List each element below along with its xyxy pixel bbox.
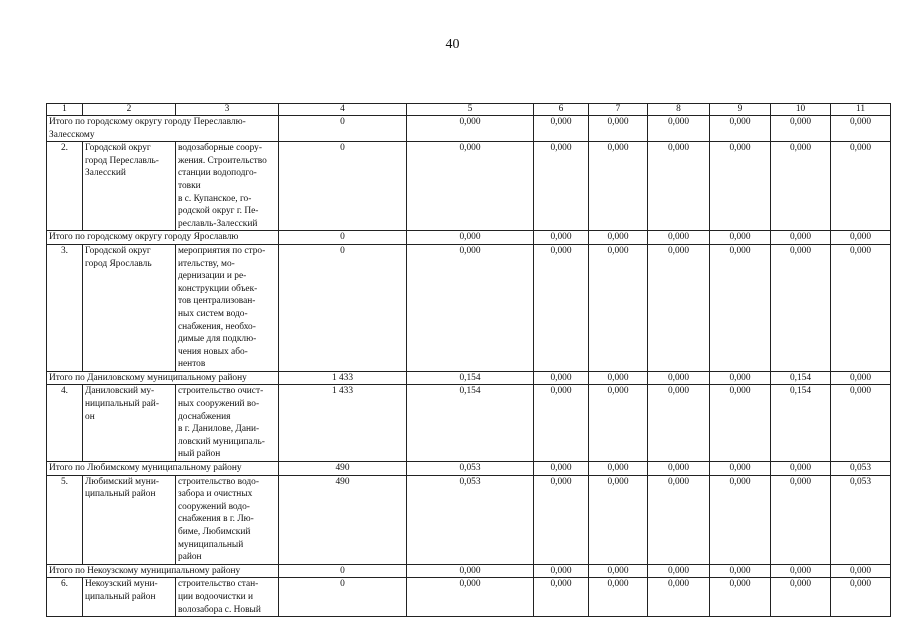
table-row: [47, 244, 891, 371]
total-row: [47, 564, 891, 578]
value-cell-main: 0: [279, 578, 407, 617]
value-cell: 0,000: [710, 475, 771, 564]
value-cell: 0,000: [710, 116, 771, 142]
value-cell: 0,154: [771, 371, 831, 385]
total-row: [47, 116, 891, 142]
total-label: Итого по городскому округу городу Ярославлю: [47, 231, 279, 245]
value-cell: 0,154: [771, 385, 831, 462]
district-name: Городской округ город Ярославль: [83, 244, 176, 371]
row-number: 6.: [47, 578, 83, 617]
project-description: строительство водо- забора и очистных сооружений водо- снабжения в г. Лю- биме, Любимский муниципальный район: [176, 475, 279, 564]
value-cell-main: 0: [279, 231, 407, 245]
value-cell: 0,000: [589, 371, 648, 385]
column-header: 4: [279, 104, 407, 116]
value-cell: 0,000: [534, 371, 589, 385]
value-cell-main: 0,154: [407, 371, 534, 385]
page-number: 40: [445, 37, 460, 52]
value-cell: 0,000: [771, 142, 831, 231]
value-cell: 0,000: [534, 231, 589, 245]
value-cell-main: 1 433: [279, 385, 407, 462]
value-cell: 0,053: [831, 462, 891, 476]
value-cell: 0,000: [589, 116, 648, 142]
value-cell-main: 0,000: [407, 142, 534, 231]
value-cell: 0,000: [589, 244, 648, 371]
value-cell: 0,000: [648, 578, 710, 617]
table-body: [47, 104, 891, 617]
value-cell-main: 0: [279, 564, 407, 578]
value-cell-main: 0,000: [407, 231, 534, 245]
row-number: 3.: [47, 244, 83, 371]
value-cell: 0,000: [710, 564, 771, 578]
value-cell: 0,000: [589, 564, 648, 578]
table-row: [47, 475, 891, 564]
district-name: Даниловский му- ниципальный рай- он: [83, 385, 176, 462]
value-cell-main: 0: [279, 116, 407, 142]
table-row: [47, 142, 891, 231]
value-cell: 0,000: [589, 142, 648, 231]
value-cell: 0,000: [771, 116, 831, 142]
value-cell: 0,000: [710, 142, 771, 231]
column-header: 6: [534, 104, 589, 116]
value-cell-main: 0,000: [407, 564, 534, 578]
value-cell: 0,000: [534, 244, 589, 371]
column-header: 1: [47, 104, 83, 116]
value-cell-main: 0,053: [407, 475, 534, 564]
value-cell-main: 0,154: [407, 385, 534, 462]
total-row: [47, 462, 891, 476]
value-cell: 0,000: [771, 564, 831, 578]
row-number: 2.: [47, 142, 83, 231]
value-cell: 0,000: [771, 462, 831, 476]
value-cell: 0,000: [710, 462, 771, 476]
value-cell: 0,000: [831, 244, 891, 371]
value-cell: 0,000: [589, 462, 648, 476]
value-cell: 0,000: [831, 371, 891, 385]
value-cell-main: 0: [279, 142, 407, 231]
value-cell: 0,000: [710, 371, 771, 385]
value-cell: 0,000: [648, 564, 710, 578]
district-name: Городской округ город Переславль- Залесский: [83, 142, 176, 231]
row-number: 5.: [47, 475, 83, 564]
value-cell: 0,000: [648, 142, 710, 231]
value-cell-main: 0: [279, 244, 407, 371]
column-header: 9: [710, 104, 771, 116]
value-cell: 0,000: [710, 385, 771, 462]
value-cell: 0,000: [534, 578, 589, 617]
value-cell: 0,000: [831, 142, 891, 231]
project-description: строительство очист- ных сооружений во- доснабжения в г. Данилове, Дани- ловский муниципаль- ный район: [176, 385, 279, 462]
value-cell-main: 490: [279, 462, 407, 476]
value-cell: 0,000: [831, 385, 891, 462]
total-row: [47, 231, 891, 245]
project-description: водозаборные соору- жения. Строительство станции водоподго- товки в с. Купанское, го- родской округ г. Пе- реславль-Залесский: [176, 142, 279, 231]
value-cell: 0,000: [589, 578, 648, 617]
value-cell: 0,000: [648, 116, 710, 142]
column-header: 11: [831, 104, 891, 116]
value-cell-main: 0,000: [407, 116, 534, 142]
column-header: 8: [648, 104, 710, 116]
data-table: [46, 103, 891, 617]
value-cell: 0,000: [534, 564, 589, 578]
value-cell: 0,000: [534, 385, 589, 462]
district-name: Любимский муни- ципальный район: [83, 475, 176, 564]
table-row: [47, 385, 891, 462]
project-description: строительство стан- ции водоочистки и волозабора с. Новый: [176, 578, 279, 617]
total-label: Итого по Некоузскому муниципальному району: [47, 564, 279, 578]
value-cell: 0,000: [771, 244, 831, 371]
value-cell: 0,000: [648, 371, 710, 385]
value-cell: 0,000: [589, 231, 648, 245]
value-cell: 0,000: [831, 231, 891, 245]
table-header-row: [47, 104, 891, 116]
value-cell: 0,000: [648, 462, 710, 476]
value-cell: 0,000: [534, 462, 589, 476]
value-cell: 0,000: [534, 142, 589, 231]
value-cell: 0,000: [831, 116, 891, 142]
value-cell-main: 1 433: [279, 371, 407, 385]
value-cell: 0,000: [648, 231, 710, 245]
column-header: 5: [407, 104, 534, 116]
column-header: 2: [83, 104, 176, 116]
value-cell: 0,000: [589, 475, 648, 564]
value-cell-main: 0,000: [407, 578, 534, 617]
value-cell: 0,000: [771, 578, 831, 617]
value-cell: 0,000: [534, 475, 589, 564]
district-name: Некоузский муни- ципальный район: [83, 578, 176, 617]
value-cell-main: 0,053: [407, 462, 534, 476]
value-cell: 0,000: [771, 231, 831, 245]
value-cell: 0,000: [831, 578, 891, 617]
value-cell: 0,000: [831, 564, 891, 578]
value-cell-main: 490: [279, 475, 407, 564]
value-cell: 0,000: [710, 231, 771, 245]
value-cell: 0,053: [831, 475, 891, 564]
total-label: Итого по Даниловскому муниципальному району: [47, 371, 279, 385]
total-label: Итого по Любимскому муниципальному району: [47, 462, 279, 476]
total-row: [47, 371, 891, 385]
value-cell: 0,000: [710, 244, 771, 371]
column-header: 10: [771, 104, 831, 116]
value-cell: 0,000: [710, 578, 771, 617]
row-number: 4.: [47, 385, 83, 462]
value-cell: 0,000: [648, 475, 710, 564]
project-description: мероприятия по стро- ительству, мо- дернизации и ре- конструкции объек- тов централизован- ных систем водо- снабжения, необхо- димые для подклю- чения новых або- нентов: [176, 244, 279, 371]
total-label: Итого по городскому округу городу Переславлю-Залесскому: [47, 116, 279, 142]
value-cell: 0,000: [589, 385, 648, 462]
value-cell: 0,000: [534, 116, 589, 142]
value-cell: 0,000: [771, 475, 831, 564]
table-row: [47, 578, 891, 617]
column-header: 7: [589, 104, 648, 116]
column-header: 3: [176, 104, 279, 116]
value-cell-main: 0,000: [407, 244, 534, 371]
value-cell: 0,000: [648, 244, 710, 371]
value-cell: 0,000: [648, 385, 710, 462]
